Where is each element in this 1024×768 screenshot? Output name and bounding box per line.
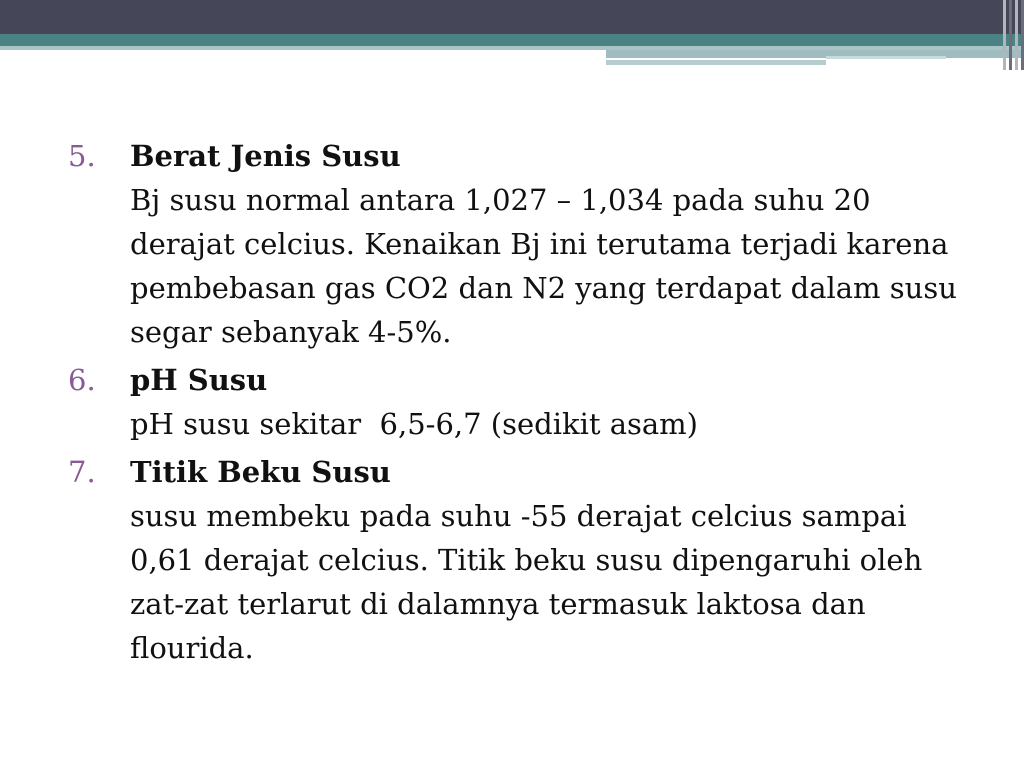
header-teal-bar — [0, 34, 1024, 46]
header-accent-bar-thin — [606, 60, 826, 65]
list-item-body — [130, 450, 968, 670]
list-item-text: susu membeku pada suhu -55 derajat celcius sampai 0,61 derajat celcius. Titik beku susu dipengaruhi oleh zat-zat terlarut di dalamnya termasuk laktosa dan flourida. — [130, 499, 923, 665]
list-item-text: pH susu sekitar 6,5-6,7 (sedikit asam) — [130, 407, 698, 441]
header-accent-bar — [606, 50, 1024, 58]
list-item-body — [130, 358, 968, 446]
list-item-text: Bj susu normal antara 1,027 – 1,034 pada suhu 20 derajat celcius. Kenaikan Bj ini terutama terjadi karena pembebasan gas CO2 dan N2 yang terdapat dalam susu segar sebanyak 4-5%. — [130, 183, 957, 349]
list-item — [68, 450, 968, 670]
list-number: 6. — [68, 363, 96, 397]
numbered-list — [68, 134, 968, 674]
header-stripe — [1003, 0, 1006, 70]
list-item-title: pH Susu — [130, 363, 268, 397]
list-number: 7. — [68, 455, 96, 489]
list-item — [68, 358, 968, 446]
list-item-title: Titik Beku Susu — [130, 455, 391, 489]
header-stripe — [1009, 0, 1012, 70]
header-accent-line — [826, 56, 946, 59]
header-dark-bar — [0, 0, 1024, 34]
list-item-title: Berat Jenis Susu — [130, 139, 401, 173]
header-stripe — [1015, 0, 1018, 70]
header-stripes — [994, 0, 1024, 70]
list-item-body — [130, 134, 968, 354]
list-number: 5. — [68, 139, 96, 173]
list-item — [68, 134, 968, 354]
